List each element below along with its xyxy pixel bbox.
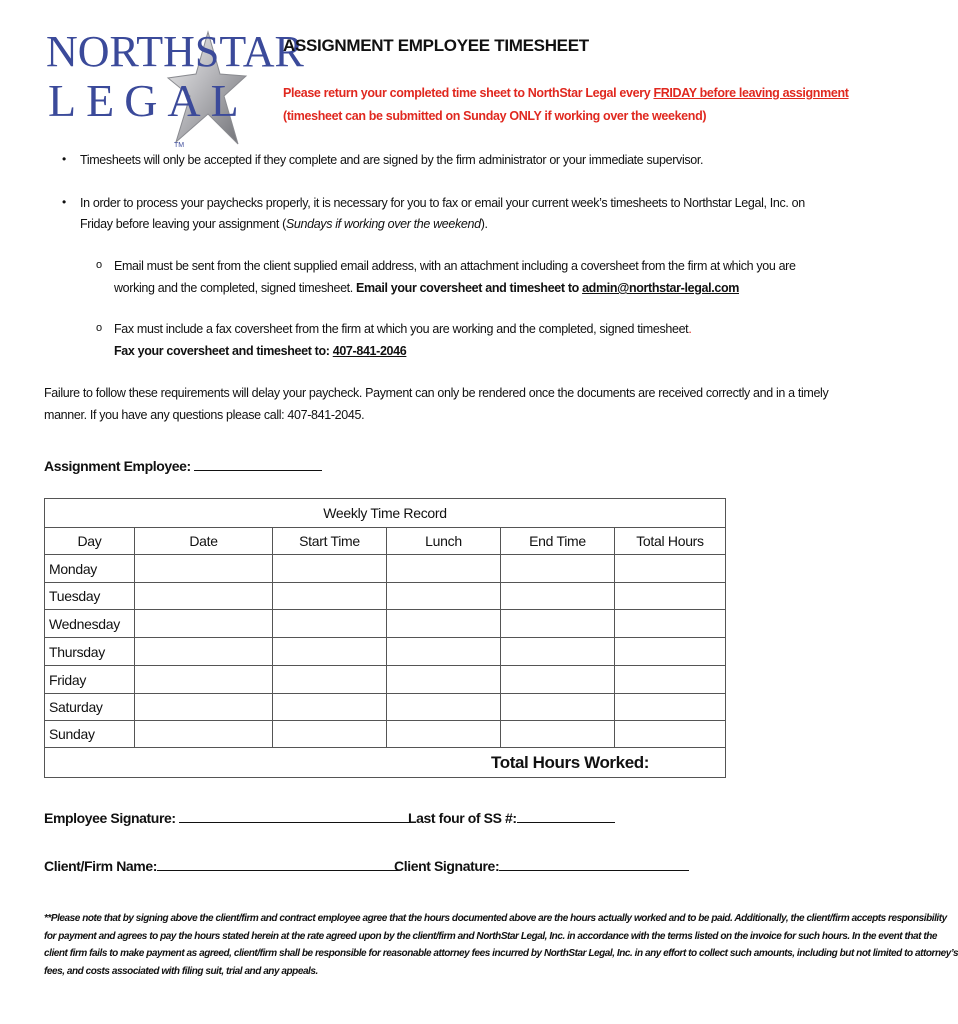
page-title: ASSIGNMENT EMPLOYEE TIMESHEET: [283, 36, 589, 55]
footnote-line1: **Please note that by signing above the client/firm and contract employee agree that the hours documented above are the hours actually worked and to be paid. Additionally, the client/firm accepts responsibility: [44, 913, 947, 924]
day-cell: Thursday: [45, 638, 135, 666]
return-instructions: [283, 86, 849, 100]
day-cell: Saturday: [45, 694, 135, 721]
time-entry-cell[interactable]: [387, 666, 501, 694]
footnote-line4: fees, and costs associated with filing suit, trial and any appeals.: [44, 965, 318, 977]
column-header: End Time: [501, 527, 615, 555]
time-entry-cell[interactable]: [273, 583, 387, 610]
day-cell: Wednesday: [45, 610, 135, 638]
fax-instructions-bold: Fax your coversheet and timesheet to:: [114, 344, 333, 358]
notice-line2: manner. If you have any questions please call: 407-841-2045.: [44, 408, 365, 422]
employee-signature-text: Employee Signature:: [44, 810, 176, 826]
time-entry-cell[interactable]: [135, 555, 273, 583]
time-entry-cell[interactable]: [615, 610, 725, 638]
time-entry-cell[interactable]: [273, 610, 387, 638]
last-four-ss-text: Last four of SS #:: [408, 810, 517, 826]
time-entry-cell[interactable]: [387, 721, 501, 748]
column-header: Day: [45, 527, 135, 555]
time-entry-cell[interactable]: [501, 666, 615, 694]
time-entry-cell[interactable]: [387, 610, 501, 638]
day-cell: Monday: [45, 555, 135, 583]
notice-line1: Failure to follow these requirements will delay your paycheck. Payment can only be rendered once the documents are received correctly and in a timely: [44, 386, 829, 400]
weekend-note: (timesheet can be submitted on Sunday ONLY if working over the weekend): [283, 109, 707, 123]
footnote-line3: client firm fails to make payment as agreed, client/firm shall be responsible for reasonable attorney fees incurred by NorthStar Legal, Inc. in any effort to collect such amounts, including but not limited to attorney’s: [44, 948, 958, 959]
time-entry-cell[interactable]: [387, 583, 501, 610]
assignment-employee-field[interactable]: [194, 456, 322, 471]
time-entry-cell[interactable]: [501, 721, 615, 748]
column-header: Date: [135, 527, 273, 555]
weekly-time-record-table: [44, 498, 726, 778]
time-entry-cell[interactable]: [135, 694, 273, 721]
time-entry-cell[interactable]: [273, 694, 387, 721]
fax-instructions-line1: [114, 319, 691, 340]
fax-instructions-dot: .: [688, 322, 692, 336]
time-entry-cell[interactable]: [135, 666, 273, 694]
fax-instructions-line2: [114, 341, 406, 362]
time-entry-cell[interactable]: [615, 638, 725, 666]
email-instructions-bold: Email your coversheet and timesheet to: [356, 281, 583, 295]
return-instructions-text: Please return your completed time sheet to NorthStar Legal every: [283, 86, 654, 100]
time-entry-cell[interactable]: [501, 694, 615, 721]
employee-signature-label: [44, 808, 411, 826]
time-entry-cell[interactable]: [501, 638, 615, 666]
bullet-process-text: Friday before leaving your assignment (: [80, 217, 286, 231]
column-header: Total Hours: [615, 527, 725, 555]
assignment-employee-text: Assignment Employee:: [44, 458, 191, 474]
time-entry-cell[interactable]: [135, 610, 273, 638]
time-entry-cell[interactable]: [273, 638, 387, 666]
northstar-legal-logo: [40, 24, 304, 154]
client-signature-field[interactable]: [499, 856, 689, 871]
time-entry-cell[interactable]: [387, 555, 501, 583]
logo-northstar: NORTHSTAR: [46, 27, 304, 76]
day-cell: Tuesday: [45, 583, 135, 610]
time-entry-cell[interactable]: [615, 555, 725, 583]
time-entry-cell[interactable]: [501, 583, 615, 610]
bullet-icon: •: [62, 152, 67, 166]
time-entry-cell[interactable]: [387, 638, 501, 666]
employee-signature-field[interactable]: [179, 808, 411, 823]
table-title: Weekly Time Record: [45, 499, 725, 528]
time-entry-cell[interactable]: [273, 721, 387, 748]
time-entry-cell[interactable]: [135, 638, 273, 666]
sub-bullet-icon: o: [96, 322, 103, 334]
bullet-process-line2: [80, 214, 488, 235]
email-instructions-text: working and the completed, signed timesheet.: [114, 281, 357, 295]
footnote-line2: for payment and agrees to pay the hours stated herein at the rate agreed upon by the client/firm and NorthStar Legal, Inc. in accordance with the terms listed on the invoice for such hours. In the event that the: [44, 930, 938, 942]
time-entry-cell[interactable]: [615, 721, 725, 748]
time-entry-cell[interactable]: [501, 555, 615, 583]
time-entry-cell[interactable]: [501, 610, 615, 638]
total-hours-label: Total Hours Worked:: [491, 753, 650, 772]
time-entry-cell[interactable]: [273, 666, 387, 694]
column-header: Start Time: [273, 527, 387, 555]
client-signature-label: [394, 856, 689, 874]
legal-footnote: [44, 910, 958, 980]
bullet-process-weekend: Sundays if working over the weekend: [285, 217, 481, 231]
time-entry-cell[interactable]: [615, 694, 725, 721]
email-instructions-line1: Email must be sent from the client supplied email address, with an attachment including a coversheet from the firm at which you are: [114, 259, 796, 273]
bullet-acceptance: Timesheets will only be accepted if they complete and are signed by the firm administrator or your immediate supervisor.: [80, 153, 704, 167]
time-entry-cell[interactable]: [135, 583, 273, 610]
bullet-icon: •: [62, 195, 67, 209]
return-deadline: FRIDAY before leaving assignment: [653, 86, 849, 100]
sub-bullet-icon: o: [96, 259, 103, 271]
last-four-ss-field[interactable]: [517, 808, 615, 823]
client-firm-name-label: [44, 856, 399, 874]
day-cell: Sunday: [45, 721, 135, 748]
logo-legal: LEGAL: [48, 75, 249, 126]
email-address-link[interactable]: admin@northstar-legal.com: [582, 281, 739, 295]
total-hours-row: [45, 751, 725, 777]
column-header: Lunch: [387, 527, 501, 555]
last-four-ss-label: [408, 808, 615, 826]
assignment-employee-label: [44, 456, 322, 474]
day-cell: Friday: [45, 666, 135, 694]
time-entry-cell[interactable]: [615, 583, 725, 610]
fax-instructions-text: Fax must include a fax coversheet from the firm at which you are working and the completed, signed timesheet: [114, 322, 689, 336]
client-signature-text: Client Signature:: [394, 858, 500, 874]
email-instructions-line2: [114, 278, 739, 299]
bullet-process-line1: In order to process your paychecks properly, it is necessary for you to fax or email your current week’s timesheets to Northstar Legal, Inc. on: [80, 196, 805, 210]
client-firm-name-field[interactable]: [157, 856, 399, 871]
time-entry-cell[interactable]: [135, 721, 273, 748]
time-entry-cell[interactable]: [387, 694, 501, 721]
bullet-process-end: ).: [480, 217, 488, 231]
fax-number-link[interactable]: 407-841-2046: [332, 344, 407, 358]
time-entry-cell[interactable]: [273, 555, 387, 583]
client-firm-name-text: Client/Firm Name:: [44, 858, 157, 874]
logo-trademark: TM: [174, 142, 185, 149]
time-entry-cell[interactable]: [615, 666, 725, 694]
